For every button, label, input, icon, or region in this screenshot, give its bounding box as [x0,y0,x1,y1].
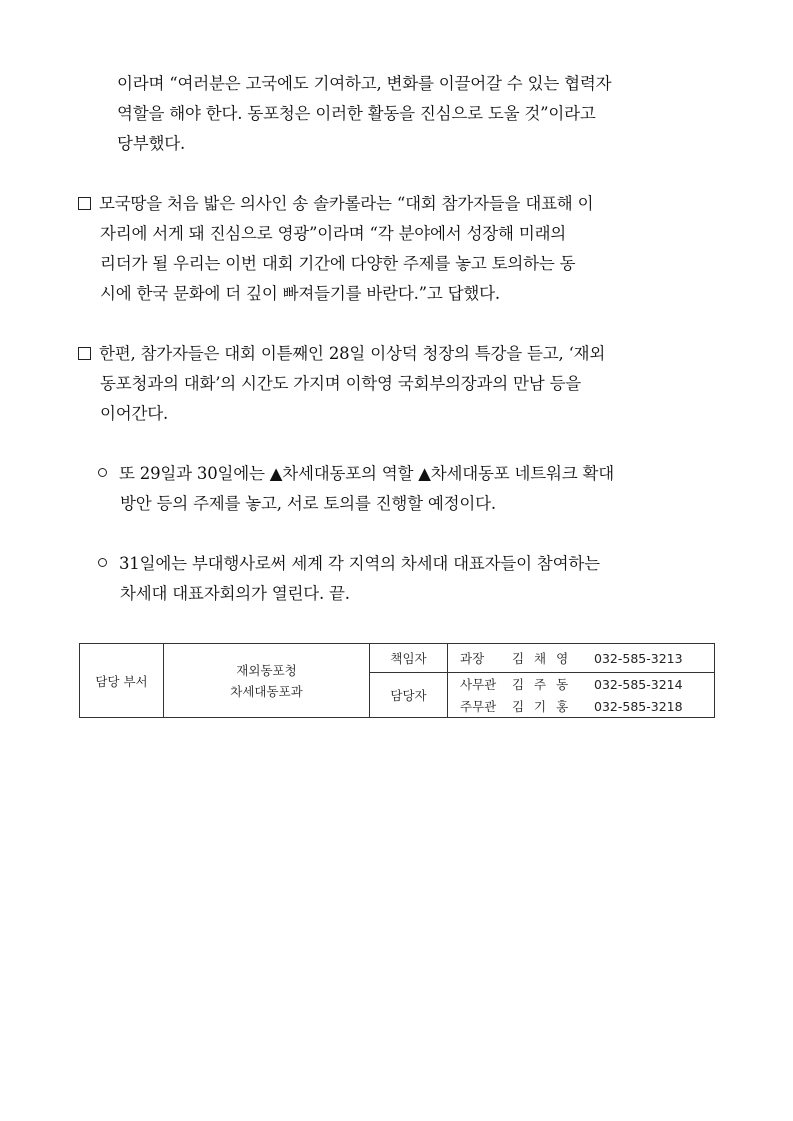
sub-bullet-line: 방안 등의 주제를 놓고, 서로 토의를 진행할 예정이다. [120,494,496,513]
bullet-paragraph-1 [78,189,719,309]
dept-name [164,644,370,718]
bullet-paragraph-2 [78,339,719,429]
sub-bullet-paragraph-1 [98,459,719,519]
person-phone: 032-585-3213 [594,650,683,666]
contact-table [79,643,715,718]
person-row [448,695,714,717]
intro-line: 이라며 “여러분은 고국에도 기여하고, 변화를 이끌어갈 수 있는 협력자 [117,74,612,93]
sub-bullet-line [98,459,719,489]
bullet-text: 모국땅을 처음 밟은 의사인 송 솔카롤라는 “대회 참가자들을 대표해 이 [99,194,594,213]
intro-paragraph [117,69,719,159]
staff-persons [448,673,715,718]
person-phone: 032-585-3218 [594,698,683,714]
sub-bullet-line: 차세대 대표자회의가 열린다. 끝. [120,584,350,603]
sub-bullet-paragraph-2 [98,549,719,609]
dept-label: 담당 부서 [80,644,164,718]
circle-bullet-icon [98,558,107,567]
square-bullet-icon [78,347,91,360]
intro-line: 당부했다. [117,134,186,153]
responsible-person [448,644,715,673]
person-phone: 032-585-3214 [594,676,683,692]
sub-bullet-text: 또 29일과 30일에는 ▲차세대동포의 역할 ▲차세대동포 네트워크 확대 [119,464,614,483]
square-bullet-icon [78,197,91,210]
sub-bullet-line [98,549,719,579]
bullet-text: 한편, 참가자들은 대회 이튿째인 28일 이상덕 청장의 특강을 듣고, ‘재외 [99,344,606,363]
bullet-line: 시에 한국 문화에 더 깊이 빠져들기를 바란다.”고 답했다. [100,284,500,303]
person-name: 김 주 동 [512,677,572,692]
person-title: 주무관 [460,699,497,714]
person-title: 사무관 [460,677,497,692]
bullet-line: 동포청과의 대화’의 시간도 가지며 이학영 국회부의장과의 만남 등을 [100,374,582,393]
bullet-line: 자리에 서게 돼 진심으로 영광”이라며 “각 분야에서 성장해 미래의 [100,224,567,243]
person-name: 김 기 홍 [512,699,572,714]
circle-bullet-icon [98,468,107,477]
dept-name-line: 차세대동포과 [230,683,303,699]
bullet-line [78,339,719,369]
dept-name-line: 재외동포청 [236,662,297,678]
sub-bullet-text: 31일에는 부대행사로써 세계 각 지역의 차세대 대표자들이 참여하는 [119,554,600,573]
person-title: 과장 [460,651,485,666]
responsible-label: 책임자 [370,644,448,673]
bullet-line: 리더가 될 우리는 이번 대회 기간에 다양한 주제를 놓고 토의하는 동 [100,254,576,273]
person-name: 김 채 영 [512,651,572,666]
person-row [448,673,714,695]
intro-line: 역할을 해야 한다. 동포청은 이러한 활동을 진심으로 도울 것”이라고 [117,104,596,123]
bullet-line [78,189,719,219]
bullet-line: 이어간다. [100,404,169,423]
person-row [448,644,714,672]
staff-label: 담당자 [370,673,448,718]
